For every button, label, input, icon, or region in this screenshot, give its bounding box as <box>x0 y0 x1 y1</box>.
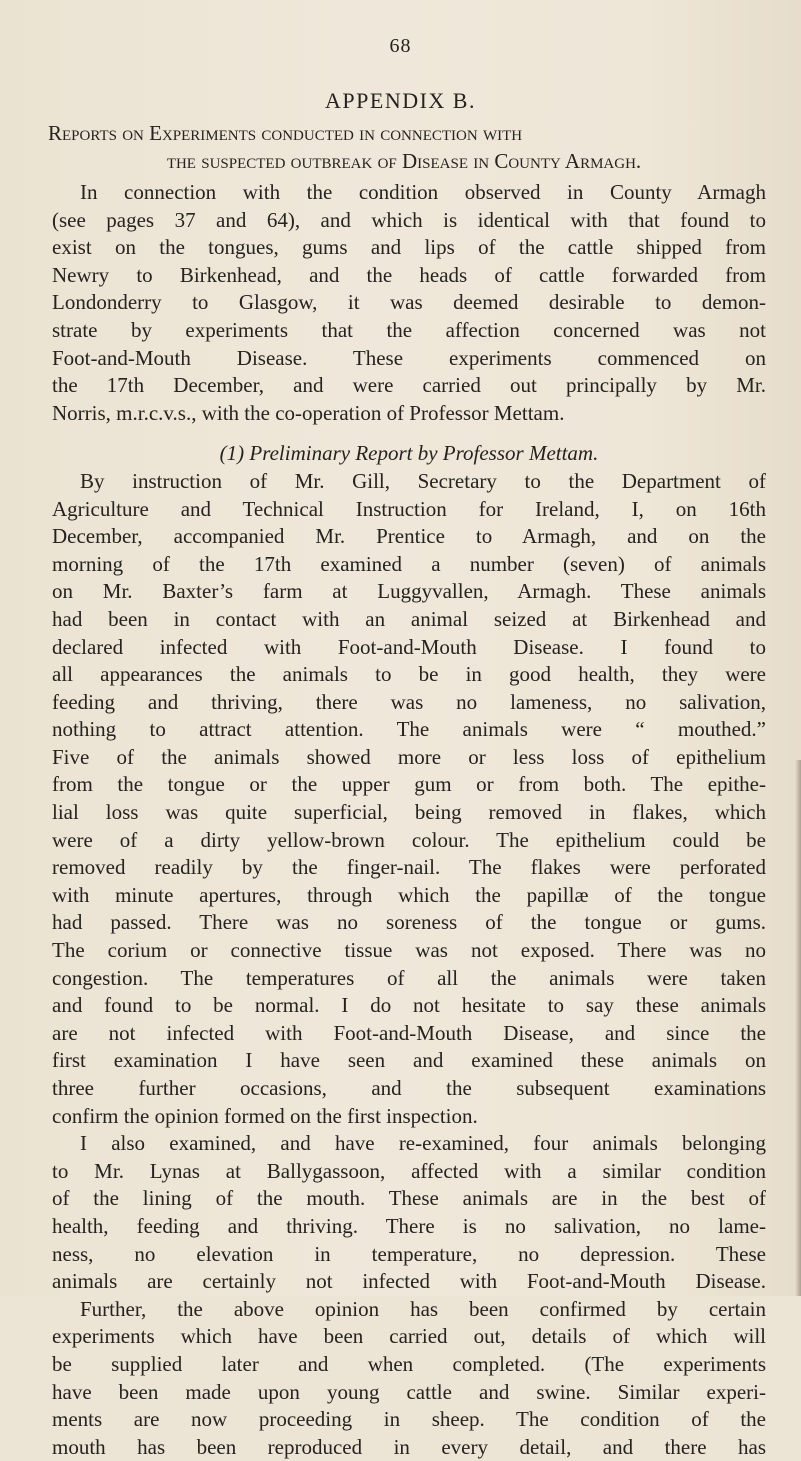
text-line: feeding and thriving, there was no lameness, no salivation, <box>52 689 766 714</box>
text-line: Norris, m.r.c.v.s., with the co-operation of Professor Mettam. <box>52 400 565 425</box>
text-line: on Mr. Baxter’s farm at Luggyvallen, Armagh. These animals <box>52 579 766 604</box>
text-line: By instruction of Mr. Gill, Secretary to the Department of <box>80 468 766 493</box>
text-line: (see pages 37 and 64), and which is identical with that found to <box>52 207 766 232</box>
report-heading-line: the suspected outbreak of Disease in County Armagh. <box>166 149 642 173</box>
text-line: strate by experiments that the affection concerned was not <box>52 317 766 342</box>
text-line: animals are certainly not infected with Foot-and-Mouth Disease. <box>52 1269 766 1294</box>
page-edge-shadow <box>795 760 801 1296</box>
text-line: nothing to attract attention. The animals were “ mouthed.” <box>52 717 766 742</box>
preliminary-report-subheading: (1) Preliminary Report by Professor Mettam. <box>219 441 599 466</box>
text-line: first examination I have seen and examined these animals on <box>52 1048 766 1073</box>
page-number: 68 <box>389 35 412 57</box>
paragraph-report <box>52 468 766 1130</box>
document-body <box>52 179 766 1461</box>
text-line: Agriculture and Technical Instruction for Ireland, I, on 16th <box>52 496 766 521</box>
report-heading <box>48 119 760 175</box>
text-line: be supplied later and when completed. (The experiments <box>52 1351 766 1376</box>
text-line: lial loss was quite superficial, being removed in flakes, which <box>52 800 766 825</box>
text-line: have been made upon young cattle and swine. Similar experi- <box>52 1379 766 1404</box>
text-line: Newry to Birkenhead, and the heads of cattle forwarded from <box>52 262 766 287</box>
paragraph-intro <box>52 179 766 427</box>
report-heading-line: Reports on Experiments conducted in connection with <box>48 121 523 145</box>
text-line: had been in contact with an animal seized at Birkenhead and <box>52 606 766 631</box>
text-line: had passed. There was no soreness of the tongue or gums. <box>52 910 766 935</box>
text-line: health, feeding and thriving. There is no salivation, no lame- <box>52 1213 766 1238</box>
text-line: three further occasions, and the subsequent examinations <box>52 1076 766 1100</box>
text-line: were of a dirty yellow-brown colour. The epithelium could be <box>52 827 766 852</box>
text-line: to Mr. Lynas at Ballygassoon, affected with a similar condition <box>52 1158 766 1183</box>
text-line: congestion. The temperatures of all the animals were taken <box>52 965 766 990</box>
text-line: ments are now proceeding in sheep. The condition of the <box>52 1407 766 1432</box>
text-line: the 17th December, and were carried out principally by Mr. <box>52 373 766 398</box>
text-line: and found to be normal. I do not hesitate to say these animals <box>52 993 766 1018</box>
text-line: ness, no elevation in temperature, no depression. These <box>52 1241 766 1266</box>
text-line: from the tongue or the upper gum or from both. The epithe- <box>52 772 766 797</box>
text-line: are not infected with Foot-and-Mouth Disease, and since the <box>52 1020 766 1045</box>
text-line: mouth has been reproduced in every detail, and there has <box>52 1434 766 1459</box>
text-line: Five of the animals showed more or less loss of epithelium <box>52 744 766 769</box>
text-line: all appearances the animals to be in good health, they were <box>52 662 766 687</box>
text-line: December, accompanied Mr. Prentice to Armagh, and on the <box>52 524 766 549</box>
text-line: The corium or connective tissue was not exposed. There was no <box>52 938 766 963</box>
text-line: Foot-and-Mouth Disease. These experiments commenced on <box>52 345 766 370</box>
text-line: morning of the 17th examined a number (seven) of animals <box>52 551 766 576</box>
text-line: In connection with the condition observed in County Armagh <box>80 180 766 204</box>
appendix-title: APPENDIX B. <box>325 88 476 113</box>
text-line: confirm the opinion formed on the first inspection. <box>52 1103 478 1128</box>
text-line: I also examined, and have re-examined, four animals belonging <box>80 1131 766 1156</box>
text-line: Further, the above opinion has been confirmed by certain <box>80 1296 766 1321</box>
text-line: exist on the tongues, gums and lips of the cattle shipped from <box>52 235 766 260</box>
text-line: Londonderry to Glasgow, it was deemed desirable to demon- <box>52 290 766 315</box>
text-line: removed readily by the finger-nail. The flakes were perforated <box>52 855 766 880</box>
text-line: with minute apertures, through which the papillæ of the tongue <box>52 882 766 907</box>
text-line: declared infected with Foot-and-Mouth Disease. I found to <box>52 634 766 659</box>
text-line: experiments which have been carried out, details of which will <box>52 1324 766 1349</box>
text-line: of the lining of the mouth. These animals are in the best of <box>52 1186 766 1211</box>
